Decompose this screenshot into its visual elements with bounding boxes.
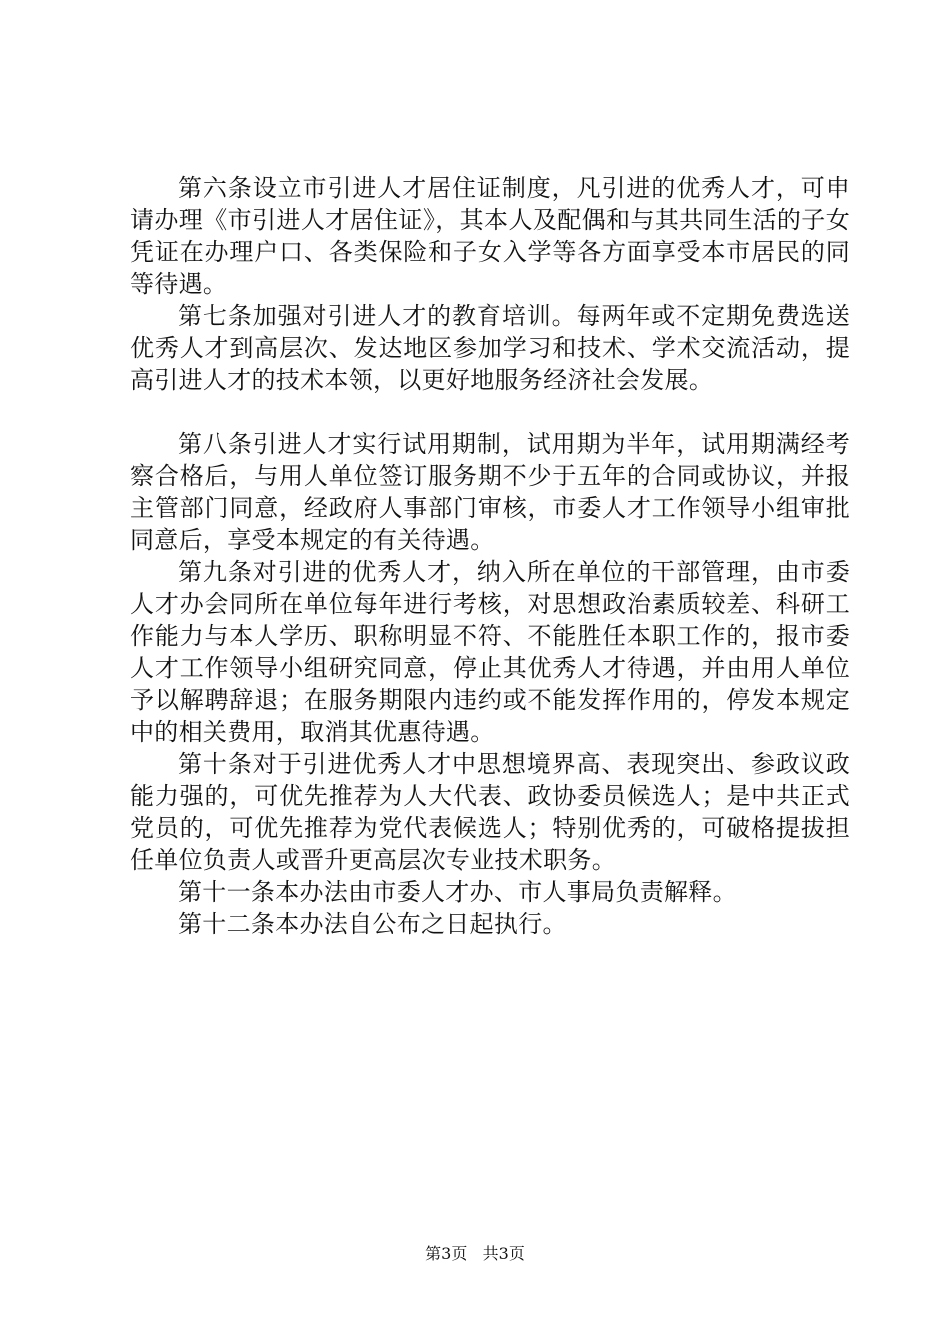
article-7-paragraph: 第七条加强对引进人才的教育培训。每两年或不定期免费选送优秀人才到高层次、发达地区参加学习和技术、学术交流活动，提高引进人才的技术本领，以更好地服务经济社会发展。 xyxy=(130,302,850,394)
page-total: 共3页 xyxy=(482,1244,525,1263)
article-9-paragraph: 第九条对引进的优秀人才，纳入所在单位的干部管理，由市委人才办会同所在单位每年进行考核，对思想政治素质较差、科研工作能力与本人学历、职称明显不符、不能胜任本职工作的，报市委人才工作领导小组研究同意，停止其优秀人才待遇，并由用人单位予以解聘辞退；在服务期限内违约或不能发挥作用的，停发本规定中的相关费用，取消其优惠待遇。 xyxy=(130,558,850,746)
article-6-paragraph: 第六条设立市引进人才居住证制度，凡引进的优秀人才，可申请办理《市引进人才居住证》，其本人及配偶和与其共同生活的子女凭证在办理户口、各类保险和子女入学等各方面享受本市居民的同等待遇。 xyxy=(130,174,850,298)
article-11-paragraph: 第十一条本办法由市委人才办、市人事局负责解释。 xyxy=(178,878,737,906)
article-8-paragraph: 第八条引进人才实行试用期制，试用期为半年，试用期满经考察合格后，与用人单位签订服务期不少于五年的合同或协议，并报主管部门同意，经政府人事部门审核，市委人才工作领导小组审批同意后，享受本规定的有关待遇。 xyxy=(130,430,850,554)
page-footer xyxy=(0,1244,950,1264)
article-12-paragraph: 第十二条本办法自公布之日起执行。 xyxy=(178,910,567,938)
page-separator xyxy=(472,1244,477,1263)
page-number: 第3页 xyxy=(425,1244,468,1263)
article-10-paragraph: 第十条对于引进优秀人才中思想境界高、表现突出、参政议政能力强的，可优先推荐为人大代表、政协委员候选人；是中共正式党员的，可优先推荐为党代表候选人；特别优秀的，可破格提拔担任单位负责人或晋升更高层次专业技术职务。 xyxy=(130,750,850,874)
document-body xyxy=(130,172,850,940)
